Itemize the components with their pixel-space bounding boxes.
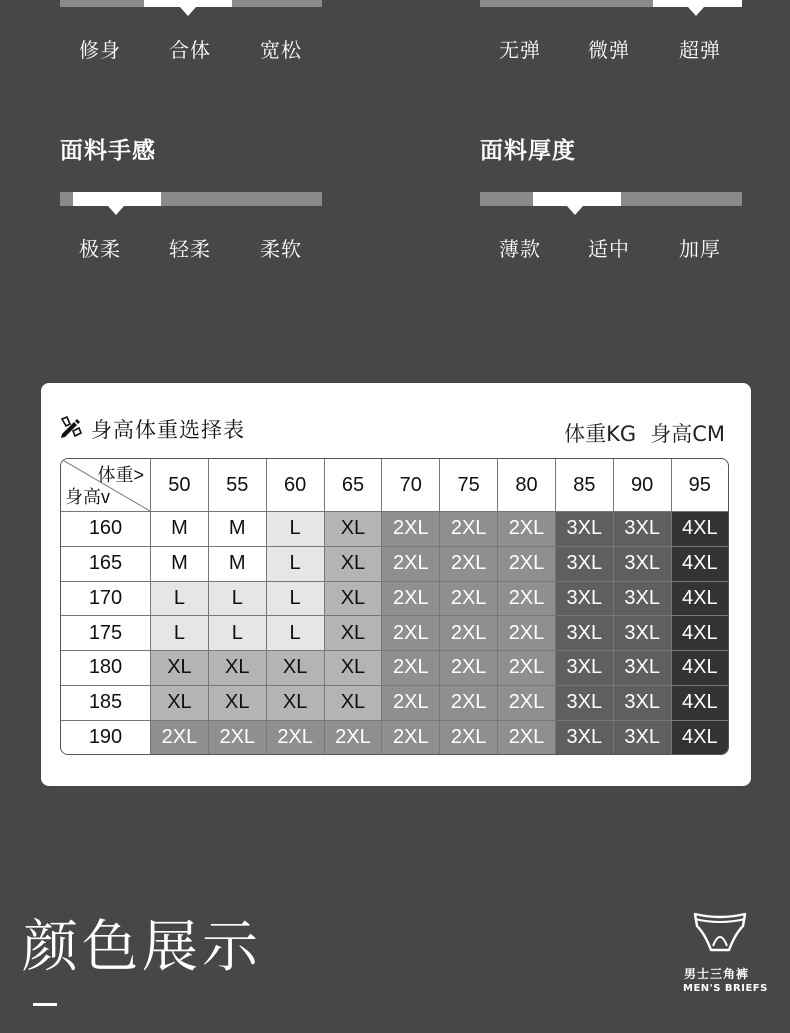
table-row [61, 616, 728, 651]
size-cell: 2XL [382, 651, 440, 686]
fit-option-1: 修身 [79, 38, 121, 62]
height-header-cell: 160 [61, 512, 151, 547]
fit-bar [60, 0, 322, 7]
size-cell: 2XL [498, 512, 556, 547]
weight-header-cell: 70 [382, 459, 440, 512]
size-cell: 2XL [440, 582, 498, 617]
size-cell: XL [325, 547, 383, 582]
weight-header-cell: 55 [209, 459, 267, 512]
size-cell: 2XL [498, 686, 556, 721]
fit-option-3: 宽松 [260, 38, 302, 62]
briefs-icon [689, 910, 751, 956]
feel-option-1: 极柔 [79, 237, 121, 261]
height-header-cell: 180 [61, 651, 151, 686]
weight-header-cell: 95 [672, 459, 728, 512]
size-table-header [61, 459, 728, 512]
size-cell: 3XL [556, 651, 614, 686]
weight-header-cell: 60 [267, 459, 325, 512]
stretch-bar-highlight [653, 0, 742, 7]
weight-header-cell: 50 [151, 459, 209, 512]
table-row [61, 582, 728, 617]
size-cell: XL [325, 512, 383, 547]
size-cell: 2XL [382, 616, 440, 651]
size-cell: 4XL [672, 616, 728, 651]
size-cell: 2XL [382, 721, 440, 754]
table-corner-cell [61, 459, 151, 512]
weight-header-cell: 90 [614, 459, 672, 512]
size-cell: L [267, 512, 325, 547]
size-cell: L [151, 582, 209, 617]
title-underline [33, 1003, 57, 1006]
thickness-bar [480, 192, 742, 206]
size-table [60, 458, 729, 755]
color-display-title: 颜色展示 [22, 915, 262, 980]
stretch-option-1: 无弹 [499, 38, 541, 62]
size-cell: 3XL [556, 512, 614, 547]
size-cell: 2XL [440, 651, 498, 686]
size-cell: 2XL [440, 512, 498, 547]
height-unit-label: 身高CM [650, 422, 725, 446]
size-cell: XL [151, 651, 209, 686]
size-cell: 2XL [498, 582, 556, 617]
size-cell: 3XL [614, 582, 672, 617]
weight-header-cell: 65 [325, 459, 383, 512]
size-cell: 4XL [672, 512, 728, 547]
size-cell: 2XL [382, 547, 440, 582]
size-cell: 4XL [672, 582, 728, 617]
height-header-cell: 190 [61, 721, 151, 754]
height-header-cell: 185 [61, 686, 151, 721]
table-row [61, 686, 728, 721]
size-cell: L [209, 616, 267, 651]
feel-bar-highlight [73, 192, 161, 206]
size-cell: 3XL [614, 721, 672, 754]
size-cell: 2XL [440, 686, 498, 721]
weight-header-cell: 80 [498, 459, 556, 512]
weight-header-cell: 75 [440, 459, 498, 512]
thickness-option-1: 薄款 [499, 237, 541, 261]
size-cell: M [151, 547, 209, 582]
size-cell: L [209, 582, 267, 617]
size-cell: 4XL [672, 721, 728, 754]
size-cell: 2XL [498, 547, 556, 582]
size-cell: 3XL [614, 686, 672, 721]
size-cell: 3XL [556, 582, 614, 617]
size-chart-card [41, 383, 751, 786]
feel-bar [60, 192, 322, 206]
size-cell: 2XL [382, 686, 440, 721]
size-cell: XL [209, 686, 267, 721]
thickness-pointer-icon [567, 206, 583, 215]
size-cell: 4XL [672, 686, 728, 721]
weight-header-cell: 85 [556, 459, 614, 512]
thickness-option-2: 适中 [588, 237, 630, 261]
size-cell: XL [151, 686, 209, 721]
size-cell: 2XL [209, 721, 267, 754]
pencil-ruler-icon [59, 415, 83, 439]
size-cell: XL [325, 651, 383, 686]
stretch-option-2: 微弹 [588, 38, 630, 62]
stretch-option-3: 超弹 [679, 38, 721, 62]
feel-pointer-icon [108, 206, 124, 215]
size-cell: 2XL [440, 616, 498, 651]
height-header-cell: 170 [61, 582, 151, 617]
size-cell: 2XL [498, 616, 556, 651]
height-header-cell: 165 [61, 547, 151, 582]
size-cell: 3XL [614, 547, 672, 582]
size-chart-units [564, 418, 725, 448]
corner-height-label: 身高v [65, 487, 110, 507]
size-cell: XL [325, 582, 383, 617]
table-row [61, 721, 728, 754]
size-cell: 2XL [382, 582, 440, 617]
thickness-bar-highlight [533, 192, 621, 206]
size-cell: M [151, 512, 209, 547]
table-row [61, 651, 728, 686]
brand-cn-label: 男士三角裤 [684, 967, 750, 981]
size-cell: XL [267, 686, 325, 721]
size-cell: L [267, 547, 325, 582]
size-cell: 2XL [498, 651, 556, 686]
size-cell: 2XL [267, 721, 325, 754]
size-chart-title: 身高体重选择表 [91, 418, 245, 442]
size-cell: XL [267, 651, 325, 686]
weight-unit-label: 体重KG [564, 422, 637, 446]
table-row [61, 547, 728, 582]
size-cell: XL [325, 686, 383, 721]
size-cell: 3XL [614, 616, 672, 651]
feel-option-3: 柔软 [260, 237, 302, 261]
stretch-pointer-icon [688, 7, 704, 16]
size-cell: M [209, 512, 267, 547]
size-cell: M [209, 547, 267, 582]
size-cell: 3XL [556, 686, 614, 721]
brand-en-label: MEN'S BRIEFS [683, 983, 768, 994]
feel-title: 面料手感 [60, 138, 156, 164]
size-cell: 3XL [614, 512, 672, 547]
size-cell: 2XL [151, 721, 209, 754]
size-cell: L [151, 616, 209, 651]
thickness-option-3: 加厚 [679, 237, 721, 261]
size-cell: 2XL [440, 721, 498, 754]
corner-weight-label: 体重> [97, 465, 144, 485]
fit-option-2: 合体 [169, 38, 211, 62]
fit-pointer-icon [180, 7, 196, 16]
size-cell: 3XL [556, 721, 614, 754]
table-row [61, 512, 728, 547]
size-cell: 2XL [325, 721, 383, 754]
size-cell: L [267, 616, 325, 651]
fit-bar-highlight [144, 0, 232, 7]
size-cell: 4XL [672, 651, 728, 686]
size-cell: 3XL [556, 616, 614, 651]
size-cell: 2XL [382, 512, 440, 547]
size-cell: L [267, 582, 325, 617]
stretch-bar [480, 0, 742, 7]
size-cell: XL [209, 651, 267, 686]
feel-option-2: 轻柔 [169, 237, 211, 261]
size-cell: XL [325, 616, 383, 651]
size-cell: 3XL [614, 651, 672, 686]
thickness-title: 面料厚度 [480, 138, 576, 164]
size-cell: 3XL [556, 547, 614, 582]
size-cell: 4XL [672, 547, 728, 582]
height-header-cell: 175 [61, 616, 151, 651]
size-cell: 2XL [440, 547, 498, 582]
size-cell: 2XL [498, 721, 556, 754]
